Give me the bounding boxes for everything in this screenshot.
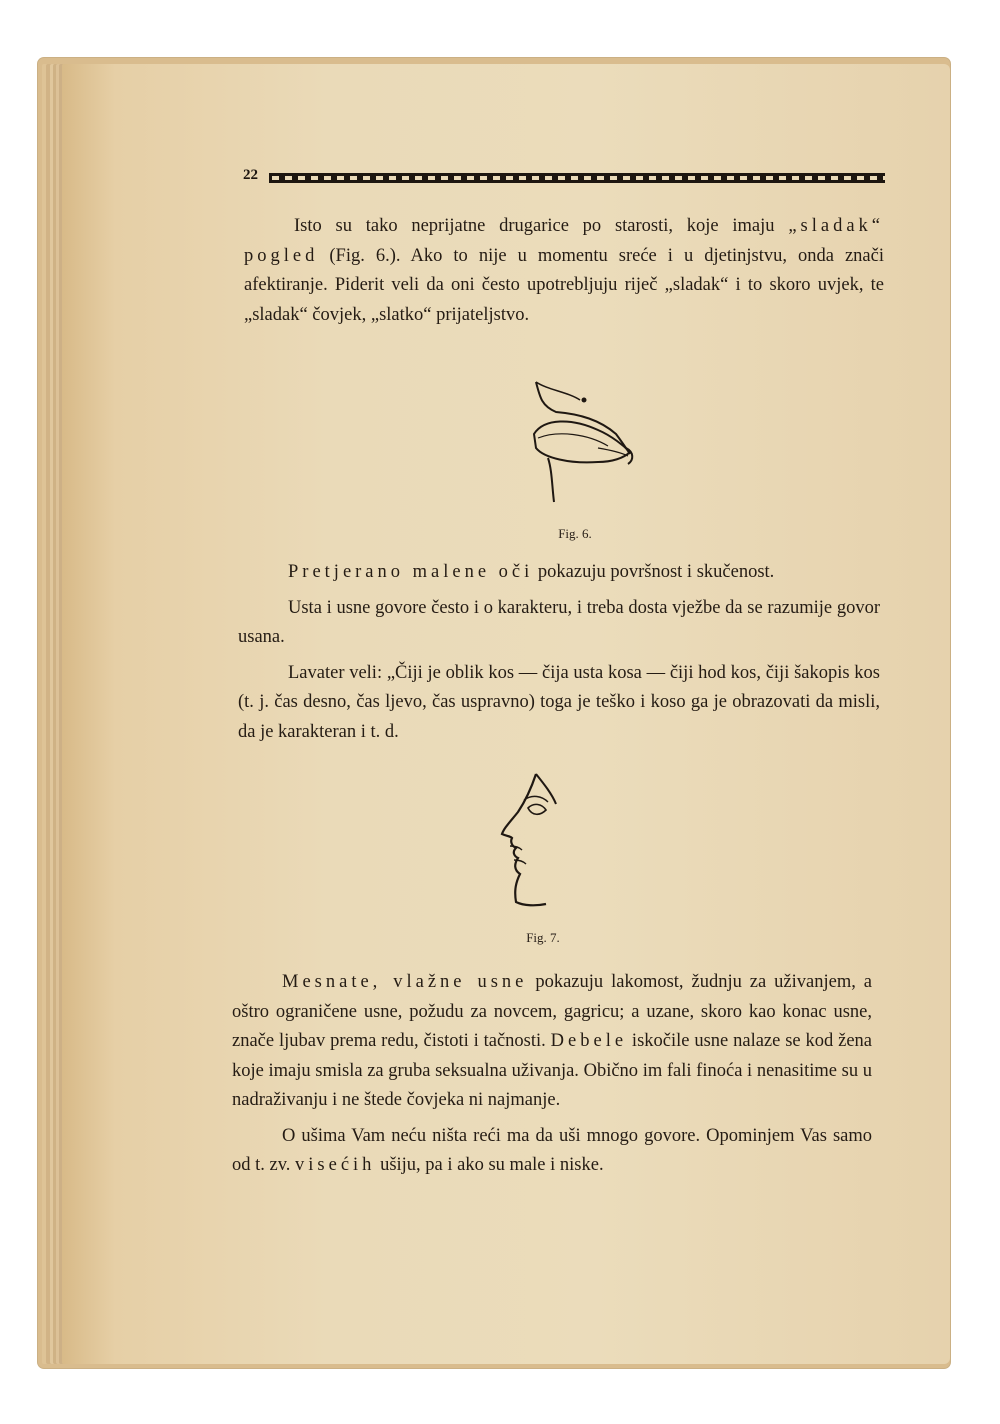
paragraph-6-rest: ušiju, pa i ako su male i niske. — [375, 1155, 604, 1175]
text-block-middle — [238, 558, 880, 747]
page-number: 22 — [243, 167, 258, 183]
paragraph-5-spaced-1: Mesnate, vlažne usne — [282, 972, 528, 992]
paragraph-6-spaced: visećih — [295, 1155, 376, 1175]
text-block-bottom — [232, 968, 872, 1181]
paragraph-3: Usta i usne govore često i o karakteru, i treba dosta vježbe da se razumije govor usana. — [238, 597, 880, 647]
decorative-header-rule — [269, 173, 885, 183]
paragraph-2-spaced: Pretjerano malene oči — [288, 562, 534, 582]
paragraph-5-spaced-2: Debele — [550, 1031, 628, 1051]
paragraph-5 — [232, 968, 872, 1116]
paragraph-1-rest: (Fig. 6.). Ako to nije u momentu sreće i u djetinjstvu, onda znači afektiranje. Piderit veli da oni često upotrebljuju riječ „sladak“ i to skoro uvjek, te „sladak“ čovjek, „slatko“ prijateljstvo. — [244, 245, 884, 325]
paragraph-4: Lavater veli: „Čiji je oblik kos — čija usta kosa — čiji hod kos, čiji šakopis kos (t. j. čas desno, čas ljevo, čas uspravno) toga je teško i koso ga je obrazovati da misli, da je karakteran i t. d. — [238, 662, 880, 742]
paragraph-1-spaced: „sladak“ pogled — [244, 216, 884, 266]
figure-7-profile-drawing — [496, 770, 562, 910]
figure-6-eye-drawing — [528, 378, 640, 504]
paragraph-2 — [238, 558, 880, 588]
page-header — [243, 167, 888, 191]
figure-7-caption: Fig. 7. — [526, 930, 560, 945]
paragraph-1 — [244, 212, 884, 330]
paragraph-5-rest-2: iskočile usne nalaze se kod žena koje imaju smisla za gruba seksualna uživanja. Obično im fali finoća i nenasitime su u nadraživanju i ne štede čovjeka ni najmanje. — [232, 1031, 873, 1110]
figure-6-caption: Fig. 6. — [558, 526, 592, 541]
paragraph-2-rest: pokazuju površnost i skučenost. — [533, 562, 775, 582]
paragraph-5-rest-1: pokazuju lakomost, žudnju za uživanjem, a oštro ograničene usne, požudu za novcem, gagricu; a uzane, skoro kao konac usne, znače ljubav prema redu, čistoti i tačnosti. — [232, 972, 873, 1051]
paragraph-6 — [232, 1122, 872, 1181]
text-block-top — [244, 212, 884, 330]
paragraph-6-lead: O ušima Vam neću ništa reći ma da uši mnogo govore. Opominjem Vas samo od t. zv. — [232, 1125, 872, 1175]
paragraph-1-lead: Isto su tako neprijatne drugarice po starosti, koje imaju — [294, 216, 789, 236]
